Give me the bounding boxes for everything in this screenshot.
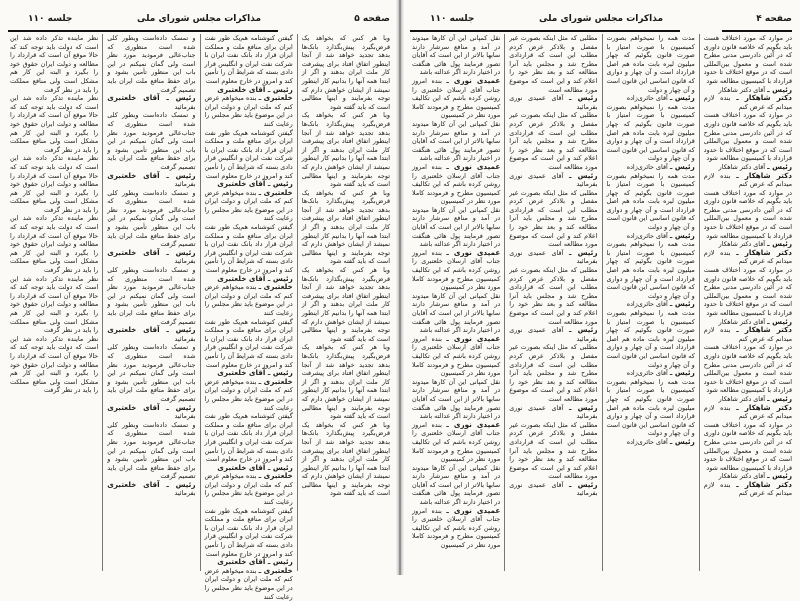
paragraph-text: آقای دکتر شاهکار	[718, 472, 766, 481]
paragraph	[704, 343, 792, 395]
paragraph-text: مطلبی که مثل اینکه بصورت غیر مفصل و بلاذکر عرض کردم مطلب این است که قراردادی مطرح شد و مجلس باید آنرا مطالعه کند و بعد نظر خود را اعلام کند و این است که موضوع مورد مطالعه است	[509, 34, 598, 94]
paragraph	[412, 163, 500, 206]
speaker-name: رئیس ـ آقای خلعتبری	[107, 93, 196, 103]
paragraph-text: مدت همه را نمیخواهم بصورت کمیسیون با صورت امتیاز با صورت قانون بگوئیم که چهار میلیون لیره بابت ماده هم اصل قرارداد است و آن چهار و دواری که قانون اساسی این قانون است و آن چهار و دولت	[606, 240, 695, 300]
paragraph	[107, 481, 195, 498]
paragraph-text: نظر ماینده تذکر داده شد این است که دولت باید توجه کند که حالا موقع آن است که قرارداد را مطالعه و دولت ایران حقوق خود را بگیرد و البته این کار هم مشکل است ولی منافع مملکت را باید در نظر گرفت	[10, 94, 99, 154]
paragraph-text: بنده امروز جناب آقای ارسلان خلعتبری را روشن کرده باشم که این تکالیف کمیسیون مطرح و فرمودند کاملا مورد نظر در کمیسیون	[412, 420, 501, 464]
paragraph-text: در موارد که مورد اختلاف هست باید بگویم که خلاصه قانون داوری که در آئین دادرسی مدنی مطرح شده است و معمول بین‌المللی است که در موقع اختلاف تا حدود قرارداد با کمیسیون مطالعه شود	[703, 111, 792, 163]
paragraph-text: بنده امروز جناب آقای ارسلان خلعتبری را روشن کرده باشم که این تکالیف کمیسیون مطرح و فرمودند کاملا مورد نظر در کمیسیون	[412, 248, 501, 292]
paragraph-text: آقای عمیدی نوری بفرمائید	[509, 94, 598, 111]
paragraph	[607, 369, 695, 378]
speaker-name: رئیس ـ	[669, 436, 695, 446]
paragraph	[412, 34, 500, 77]
speaker-name: رئیس ـ آقای خلعتبری	[107, 170, 196, 180]
speaker-name: رئیس ـ آقای خلعتبری	[107, 247, 196, 257]
paragraph-text: بنده امروز جناب آقای ارسلان خلعتبری را روشن کرده باشم که این تکالیف کمیسیون مطرح و فرمودند کاملا مورد نظر در کمیسیون	[412, 76, 501, 120]
paragraph	[107, 326, 195, 343]
paragraph	[302, 266, 390, 343]
text-columns	[6, 34, 394, 601]
speaker-name: رئیس ـ	[669, 368, 695, 378]
paragraph-text: بنده لازم میدانم که عرض کنم	[703, 480, 792, 498]
paragraph-text: بفرمائید	[174, 412, 196, 421]
paragraph-text: نظر ماینده تذکر داده شد این است که دولت باید توجه کند که حالا موقع آن است که قرارداد را مطالعه و دولت ایران حقوق خود را بگیرد و البته این کار هم مشکل است ولی منافع مملکت را باید در نظر گرفت	[10, 154, 99, 214]
paragraph	[412, 206, 500, 249]
paragraph	[412, 77, 500, 120]
paragraph-text: وبا هر کس که بخواهد یک قرض‌بگیرد پیش‌بگذارد بانک‌ها بدهد تجدید خواهد شد از آنجا اینطور اتفاق افتاد برای پیشرفت کار ملت ایران بدهند و اگر از ابتدا همه آنها را بدانیم کار اینطور نمیشد از ایشان خواهش دارم که توجه بفرمایند و اینها مطالبی است که باید گفته شود	[301, 420, 390, 498]
paragraph-text: نقل کمپانی این آن کارها میدوند در آمد و منافع سرشار دارند سابها بالاتر از این است که آقایان تصور فرمایند پول هائی هنگفت در اختیار دارند اگر عدالته باشد	[412, 205, 501, 249]
paragraph-text: آقای دکتر شاهکار	[718, 394, 766, 403]
publication-title: مذاکرات مجلس شورای ملی	[538, 14, 664, 24]
paragraph	[607, 309, 695, 369]
paragraph-text: آقای عمیدی نوری بفرمائید	[509, 171, 598, 189]
paragraph-text: گیفتن کنوشنامه هم‌یک طور نفت ایران برای منافع ملت و مملکت ایران قرار داد بانک نفت ایران با شرکت نفت ایران و انگلیس قرار دادی بسته که شرایط آن را تأمین کند و امروز در خارج معلوم است	[204, 412, 293, 464]
paragraph	[205, 507, 293, 559]
speaker-name: خلعتبری ـ	[258, 282, 293, 292]
left-page	[0, 0, 398, 601]
paragraph-text: بنده لازم میدانم که عرض کنم	[703, 94, 792, 111]
paragraph-text: گیفتن کنوشنامه هم‌یک طور نفت ایران برای منافع ملت و مملکت ایران قرار داد بانک نفت ایران با شرکت نفت ایران و انگلیس قرار دادی بسته که شرایط آن را تأمین کند و امروز در خارج معلوم است	[204, 317, 293, 369]
speaker-name: رئیس ـ	[669, 299, 695, 309]
speaker-name: خلعتبری ـ	[258, 471, 293, 481]
paragraph	[412, 249, 500, 292]
paragraph-text: در موارد که مورد اختلاف هست باید بگویم که خلاصه قانون داوری که در آئین دادرسی مدنی مطرح شده است و معمول بین‌المللی است که در موقع اختلاف تا حدود قرارداد با کمیسیون مطالعه شود	[703, 188, 792, 240]
speaker-name: رئیس ـ	[767, 393, 792, 403]
paragraph	[607, 34, 695, 94]
paragraph	[10, 154, 98, 214]
paragraph	[412, 464, 500, 507]
paragraph	[704, 404, 792, 421]
speaker-name: رئیس ـ	[568, 170, 598, 180]
publication-title: مذاکرات مجلس شورای ملی	[136, 14, 262, 24]
paragraph	[107, 249, 195, 266]
paragraph	[302, 111, 390, 188]
speaker-name: رئیس ـ	[568, 402, 598, 412]
speaker-name: عمیدی نوری ـ	[446, 75, 501, 85]
paragraph-text: بنده لازم میدانم که عرض کنم	[703, 248, 792, 266]
paragraph	[10, 214, 98, 274]
paragraph	[704, 326, 792, 343]
speaker-name: رئیس ـ آقای خلعتبری	[107, 325, 196, 335]
paragraph	[607, 438, 695, 447]
paragraph-text: گیفتن کنوشنامه هم‌یک طور نفت ایران برای منافع ملت و مملکت ایران قرار داد بانک نفت ایران با شرکت نفت ایران و انگلیس قرار دادی بسته که شرایط آن را تأمین کند و امروز در خارج معلوم است	[204, 506, 293, 558]
paragraph-text: و تمسک داده‌است وبطور کلی شده است منظوری که جناب‌عالی فرمودید مورد نظر است ولی گمان نمیکنم در این باب این منظور تأمین بشود و برای حفظ منافع ملت ایران باید تصمیم گرفت	[107, 266, 196, 326]
text-columns	[408, 34, 796, 571]
paragraph	[412, 120, 500, 163]
paragraph	[205, 283, 293, 317]
speaker-name: دکتر شاهکار ـ	[736, 402, 792, 412]
paragraph-text: آقای عمیدی نوری بفرمائید	[509, 326, 598, 343]
paragraph-text: مدت همه را نمیخواهم بصورت کمیسیون با صورت امتیاز با صورت قانون بگوئیم که چهار میلیون لیره بابت ماده هم اصل قرارداد است و آن چهار و دواری که قانون اساسی این قانون است و آن چهار و دولت	[606, 377, 695, 438]
paragraph	[412, 335, 500, 378]
paragraph	[509, 111, 597, 171]
speaker-name: عمیدی نوری ـ	[446, 505, 501, 515]
text-column	[408, 34, 504, 571]
paragraph-text: بنده میخواهم عرض کنم که ملت ایران و دولت ایران در این موضوع باید نظر مجلس را رعایت کنند	[204, 283, 293, 317]
speaker-name: دکتر شاهکار ـ	[736, 170, 792, 180]
paragraph	[509, 189, 597, 249]
speaker-name: رئیس ـ	[669, 161, 695, 171]
text-column	[297, 34, 394, 571]
paragraph	[412, 292, 500, 335]
paragraph	[107, 421, 195, 481]
paragraph-text: در موارد که مورد اختلاف هست باید بگویم که خلاصه قانون داوری که در آئین دادرسی مدنی مطرح شده است و معمول بین‌المللی است که در موقع اختلاف تا حدود قرارداد با کمیسیون مطالعه شود	[703, 34, 792, 85]
paragraph	[607, 300, 695, 309]
text-column	[102, 34, 199, 571]
paragraph	[205, 129, 293, 181]
paragraph	[107, 111, 195, 171]
paragraph	[302, 34, 390, 111]
text-column	[602, 34, 699, 571]
paragraph-text: آقای حائری‌زاده	[626, 94, 668, 103]
speaker-name: رئیس ـ	[767, 84, 792, 94]
paragraph-text: مدت همه را نمیخواهم بصورت کمیسیون با صورت امتیاز با صورت قانون بگوئیم که چهار میلیون لیره بابت ماده هم اصل قرارداد است و آن چهار و دواری که قانون اساسی این قانون است و آن چهار و دولت	[606, 34, 695, 94]
text-column	[200, 34, 297, 601]
paragraph	[205, 94, 293, 128]
paragraph-text: مدت همه را نمیخواهم بصورت کمیسیون با صورت امتیاز با صورت قانون بگوئیم که چهار میلیون لیره بابت ماده هم اصل قرارداد است و آن چهار و دواری که قانون اساسی این قانون است و آن چهار و دولت	[606, 102, 695, 163]
paragraph	[107, 94, 195, 111]
paragraph	[607, 163, 695, 172]
paragraph	[205, 318, 293, 370]
paragraph-text: وبا هر کس که بخواهد یک قرض‌بگیرد پیش‌بگذارد بانک‌ها بدهد تجدید خواهد شد از آنجا اینطور اتفاق افتاد برای پیشرفت کار ملت ایران بدهند و اگر از ابتدا همه آنها را بدانیم کار اینطور نمیشد از ایشان خواهش دارم که توجه بفرمایند و اینها مطالبی است که باید گفته شود	[301, 266, 390, 343]
paragraph	[704, 94, 792, 111]
paragraph-text: آقای عمیدی نوری بفرمائید	[509, 403, 598, 421]
paragraph-text: نقل کمپانی این آن کارها میدوند در آمد و منافع سرشار دارند سابها بالاتر از این است که آقایان تصور فرمایند پول هائی هنگفت در اختیار دارند اگر عدالته باشد	[412, 377, 501, 421]
paragraph-text: نقل کمپانی این آن کارها میدوند در آمد و منافع سرشار دارند سابها بالاتر از این است که آقایان تصور فرمایند پول هائی هنگفت در اختیار دارند اگر عدالته باشد	[412, 119, 501, 163]
paragraph	[607, 232, 695, 241]
page-number: صفحه ۵	[354, 14, 390, 24]
paragraph-text: نقل کمپانی این آن کارها میدوند در آمد و منافع سرشار دارند سابها بالاتر از این است که آقایان تصور فرمایند پول هائی هنگفت در اختیار دارند اگر عدالته باشد	[412, 291, 501, 335]
paragraph	[107, 343, 195, 403]
speaker-name: خلعتبری ـ	[258, 93, 293, 103]
speaker-name: رئیس ـ	[669, 230, 695, 240]
paragraph	[704, 421, 792, 473]
paragraph-text: گیفتن کنوشنامه هم‌یک طور نفت ایران برای منافع ملت و مملکت ایران قرار داد بانک نفت ایران با شرکت نفت ایران و انگلیس قرار دادی بسته که شرایط آن را تأمین کند و امروز در خارج معلوم است	[204, 223, 293, 275]
paragraph-text: نظر ماینده تذکر داده شد این است که دولت باید توجه کند که حالا موقع آن است که قرارداد را مطالعه و دولت ایران حقوق خود را بگیرد و البته این کار هم مشکل است ولی منافع مملکت را باید در نظر گرفت	[10, 274, 99, 335]
speaker-name: خلعتبری ـ	[258, 565, 293, 575]
session-number: جلسه ۱۱۰	[28, 14, 73, 24]
speaker-name: رئیس ـ	[568, 247, 598, 257]
speaker-name: رئیس ـ آقای خلعتبری	[217, 84, 293, 94]
paragraph-text: بنده میخواهم عرض کنم که ملت ایران و دولت ایران در این موضوع باید نظر مجلس را رعایت کنند	[204, 94, 293, 128]
paragraph	[509, 249, 597, 266]
paragraph	[107, 266, 195, 326]
speaker-name: خلعتبری ـ	[258, 376, 293, 386]
speaker-name: دکتر شاهکار ـ	[736, 479, 792, 489]
paragraph-text: بنده امروز جناب آقای ارسلان خلعتبری را روشن کرده باشم که این تکالیف کمیسیون مطرح و فرمودند کاملا مورد نظر در کمیسیون	[412, 334, 501, 378]
paragraph-text: نقل کمپانی این آن کارها میدوند در آمد و منافع سرشار دارند سابها بالاتر از این است که آقایان تصور فرمایند پول هائی هنگفت در اختیار دارند اگر عدالته باشد	[412, 34, 501, 77]
speaker-name: رئیس ـ	[568, 479, 598, 489]
paragraph-text: در موارد که مورد اختلاف هست باید بگویم که خلاصه قانون داوری که در آئین دادرسی مدنی مطرح شده است و معمول بین‌المللی است که در موقع اختلاف تا حدود قرارداد با کمیسیون مطالعه شود	[703, 420, 792, 472]
paragraph-text: آقای عمیدی نوری بفرمائید	[509, 248, 598, 266]
paragraph-text: بنده امروز جناب آقای ارسلان خلعتبری را روشن کرده باشم که این تکالیف کمیسیون مطرح و فرمودند کاملا مورد نظر در کمیسیون	[412, 506, 501, 550]
speaker-name: رئیس ـ	[767, 161, 792, 171]
speaker-name: عمیدی نوری ـ	[446, 419, 501, 429]
paragraph	[509, 94, 597, 111]
paragraph	[10, 94, 98, 154]
page-header	[410, 14, 792, 30]
paragraph-text: مطلبی که مثل اینکه بصورت غیر مفصل و بلاذکر عرض کردم مطلب این است که قراردادی مطرح شد و مجلس باید آنرا مطالعه کند و بعد نظر خود را اعلام کند و این است که موضوع مورد مطالعه است	[509, 343, 598, 403]
paragraph	[509, 266, 597, 326]
paragraph-text: مطلبی که مثل اینکه بصورت غیر مفصل و بلاذکر عرض کردم مطلب این است که قراردادی مطرح شد و مجلس باید آنرا مطالعه کند و بعد نظر خود را اعلام کند و این است که موضوع مورد مطالعه است	[509, 266, 598, 326]
paragraph-text: بنده لازم میدانم که عرض کنم	[703, 403, 792, 421]
paragraph-text: نقل کمپانی این آن کارها میدوند در آمد و منافع سرشار دارند سابها بالاتر از این است که آقایان تصور فرمایند پول هائی هنگفت در اختیار دارند اگر عدالته باشد	[412, 463, 501, 507]
text-column	[6, 34, 102, 571]
paragraph	[704, 481, 792, 498]
paragraph	[302, 343, 390, 420]
paragraph	[10, 34, 98, 94]
paragraph-text: آقای عمیدی نوری بفرمائید	[509, 480, 598, 498]
paragraph	[107, 404, 195, 421]
paragraph	[509, 404, 597, 421]
text-column	[504, 34, 601, 571]
paragraph-text: بنده میخواهم عرض کنم که ملت ایران و دولت ایران در این موضوع باید نظر مجلس را رعایت کنند	[204, 472, 293, 507]
paragraph-text: آقای حائری‌زاده	[626, 369, 668, 378]
paragraph-text: آقای حائری‌زاده	[626, 437, 668, 446]
speaker-name: عمیدی نوری ـ	[446, 333, 501, 343]
paragraph	[704, 172, 792, 189]
speaker-name: عمیدی نوری ـ	[446, 247, 501, 257]
paragraph-text: آقای حائری‌زاده	[626, 162, 668, 171]
paragraph-text: گیفتن کنوشنامه هم‌یک طور نفت ایران برای منافع ملت و مملکت ایران قرار داد بانک نفت ایران با شرکت نفت ایران و انگلیس قرار دادی بسته که شرایط آن را تأمین کند و امروز در خارج معلوم است	[204, 34, 293, 85]
paragraph-text: بنده لازم میدانم که عرض کنم	[703, 326, 792, 343]
paragraph-text: مطلبی که مثل اینکه بصورت غیر مفصل و بلاذکر عرض کردم مطلب این است که قراردادی مطرح شد و مجلس باید آنرا مطالعه کند و بعد نظر خود را اعلام کند و این است که موضوع مورد مطالعه است	[509, 188, 598, 249]
speaker-name: رئیس ـ	[669, 93, 695, 103]
speaker-name: رئیس ـ آقای خلعتبری	[217, 273, 293, 283]
speaker-name: دکتر شاهکار ـ	[736, 247, 792, 257]
header-rule-short	[722, 30, 792, 32]
paragraph	[107, 172, 195, 189]
paragraph	[205, 412, 293, 464]
paragraph-text: بنده امروز جناب آقای ارسلان خلعتبری را روشن کرده باشم که این تکالیف کمیسیون مطرح و فرمودند کاملا مورد نظر در کمیسیون	[412, 162, 501, 206]
paragraph	[509, 421, 597, 481]
paragraph	[107, 34, 195, 94]
paragraph	[509, 172, 597, 189]
paragraph	[10, 275, 98, 335]
paragraph-text: بفرمائید	[174, 102, 196, 111]
paragraph	[607, 378, 695, 438]
paragraph-text: مدت همه را نمیخواهم بصورت کمیسیون با صورت امتیاز با صورت قانون بگوئیم که چهار میلیون لیره بابت ماده هم اصل قرارداد است و آن چهار و دواری که قانون اساسی این قانون است و آن چهار و دولت	[606, 309, 695, 369]
text-column	[699, 34, 796, 571]
session-number: جلسه ۱۱۰	[430, 14, 475, 24]
paragraph-text: مدت همه را نمیخواهم بصورت کمیسیون با صورت امتیاز با صورت قانون بگوئیم که چهار میلیون لیره بابت ماده هم اصل قرارداد است و آن چهار و دواری که قانون اساسی این قانون است و آن چهار و دولت	[606, 171, 695, 232]
paragraph	[205, 189, 293, 223]
paragraph	[704, 111, 792, 163]
speaker-name: عمیدی نوری ـ	[446, 161, 501, 171]
paragraph-text: و تمسک داده‌است وبطور کلی شده است منظوری که جناب‌عالی فرمودید مورد نظر است ولی گمان نمیکنم در این باب این منظور تأمین بشود و برای حفظ منافع ملت ایران باید تصمیم گرفت	[107, 420, 196, 481]
speaker-name: دکتر شاهکار ـ	[736, 93, 792, 103]
paragraph	[205, 34, 293, 86]
page-header	[8, 14, 390, 30]
paragraph-text: مطلبی که مثل اینکه بصورت غیر مفصل و بلاذکر عرض کردم مطلب این است که قراردادی مطرح شد و مجلس باید آنرا مطالعه کند و بعد نظر خود را اعلام کند و این است که موضوع مورد مطالعه است	[509, 111, 598, 171]
paragraph-text: آقای حائری‌زاده	[626, 231, 668, 240]
paragraph-text: مطلبی که مثل اینکه بصورت غیر مفصل و بلاذکر عرض کردم مطلب این است که قراردادی مطرح شد و مجلس باید آنرا مطالعه کند و بعد نظر خود را اعلام کند و این است که موضوع مورد مطالعه است	[509, 420, 598, 481]
speaker-name: رئیس ـ آقای خلعتبری	[217, 557, 293, 567]
paragraph	[205, 567, 293, 601]
paragraph-text: وبا هر کس که بخواهد یک قرض‌بگیرد پیش‌بگذارد بانک‌ها بدهد تجدید خواهد شد از آنجا اینطور اتفاق افتاد برای پیشرفت کار ملت ایران بدهند و اگر از ابتدا همه آنها را بدانیم کار اینطور نمیشد از ایشان خواهش دارم که توجه بفرمایند و اینها مطالبی است که باید گفته شود	[301, 34, 390, 111]
header-rule	[410, 30, 680, 32]
paragraph	[607, 240, 695, 300]
speaker-name: خلعتبری ـ	[258, 187, 293, 197]
speaker-name: رئیس ـ آقای خلعتبری	[217, 179, 293, 189]
paragraph	[607, 94, 695, 103]
paragraph-text: وبا هر کس که بخواهد یک قرض‌بگیرد پیش‌بگذارد بانک‌ها بدهد تجدید خواهد شد از آنجا اینطور اتفاق افتاد برای پیشرفت کار ملت ایران بدهند و اگر از ابتدا همه آنها را بدانیم کار اینطور نمیشد از ایشان خواهش دارم که توجه بفرمایند و اینها مطالبی است که باید گفته شود	[301, 188, 390, 266]
paragraph-text: و تمسک داده‌است وبطور کلی شده است منظوری که جناب‌عالی فرمودید مورد نظر است ولی گمان نمیکنم در این باب این منظور تأمین بشود و برای حفظ منافع ملت ایران باید تصمیم گرفت	[107, 343, 196, 403]
paragraph	[302, 421, 390, 498]
paragraph	[704, 249, 792, 266]
paragraph	[10, 335, 98, 395]
speaker-name: دکتر شاهکار ـ	[736, 325, 792, 335]
paragraph-text: بنده میخواهم عرض کنم که ملت ایران و دولت ایران در این موضوع باید نظر مجلس را رعایت کنند	[204, 377, 293, 412]
paragraph-text: در موارد که مورد اختلاف هست باید بگویم که خلاصه قانون داوری که در آئین دادرسی مدنی مطرح شده است و معمول بین‌المللی است که در موقع اختلاف تا حدود قرارداد با کمیسیون مطالعه شود	[703, 266, 792, 317]
paragraph-text: نظر ماینده تذکر داده شد این است که دولت باید توجه کند که حالا موقع آن است که قرارداد را مطالعه و دولت ایران حقوق خود را بگیرد و البته این کار هم مشکل است ولی منافع مملکت را باید در نظر گرفت	[10, 214, 99, 275]
paragraph-text: بنده میخواهم عرض کنم که ملت ایران و دولت ایران در این موضوع باید نظر مجلس را رعایت کنند	[204, 566, 293, 601]
paragraph	[412, 421, 500, 464]
paragraph	[205, 472, 293, 506]
paragraph-text: آقای دکتر شاهکار	[718, 317, 766, 326]
speaker-name: رئیس ـ	[767, 239, 792, 249]
paragraph-text: بفرمائید	[174, 257, 196, 266]
paragraph-text: گیفتن کنوشنامه هم‌یک طور نفت ایران برای منافع ملت و مملکت ایران قرار داد بانک نفت ایران با شرکت نفت ایران و انگلیس قرار دادی بسته که شرایط آن را تأمین کند و امروز در خارج معلوم است	[204, 128, 293, 180]
paragraph	[509, 34, 597, 94]
paragraph	[205, 223, 293, 275]
paragraph-text: بفرمائید	[174, 180, 196, 189]
paragraph-text: نظر ماینده تذکر داده شد این است که دولت باید توجه کند که حالا موقع آن است که قرارداد را مطالعه و دولت ایران حقوق خود را بگیرد و البته این کار هم مشکل است ولی منافع مملکت را باید در نظر گرفت	[10, 334, 99, 395]
speaker-name: رئیس ـ آقای خلعتبری	[107, 402, 196, 412]
paragraph-text: در موارد که مورد اختلاف هست باید بگویم که خلاصه قانون داوری که در آئین دادرسی مدنی مطرح شده است و معمول بین‌المللی است که در موقع اختلاف تا حدود قرارداد با کمیسیون مطالعه شود	[703, 343, 792, 395]
paragraph-text: وبا هر کس که بخواهد یک قرض‌بگیرد پیش‌بگذارد بانک‌ها بدهد تجدید خواهد شد از آنجا اینطور اتفاق افتاد برای پیشرفت کار ملت ایران بدهند و اگر از ابتدا همه آنها را بدانیم کار اینطور نمیشد از ایشان خواهش دارم که توجه بفرمایند و اینها مطالبی است که باید گفته شود	[301, 343, 390, 421]
right-page	[402, 0, 800, 575]
paragraph-text: آقای دکتر شاهکار	[718, 240, 766, 249]
paragraph	[302, 189, 390, 266]
paragraph-text: و تمسک داده‌است وبطور کلی شده است منظوری که جناب‌عالی فرمودید مورد نظر است ولی گمان نمیکنم در این باب این منظور تأمین بشود و برای حفظ منافع ملت ایران باید تصمیم گرفت	[107, 34, 196, 94]
paragraph-text: و تمسک داده‌است وبطور کلی شده است منظوری که جناب‌عالی فرمودید مورد نظر است ولی گمان نمیکنم در این باب این منظور تأمین بشود و برای حفظ منافع ملت ایران باید تصمیم گرفت	[107, 111, 196, 171]
speaker-name: رئیس ـ	[568, 325, 598, 335]
paragraph-text: بفرمائید	[174, 334, 196, 343]
paragraph	[509, 326, 597, 343]
speaker-name: رئیس ـ آقای خلعتبری	[217, 368, 293, 378]
page-number: صفحه ۴	[756, 14, 792, 24]
paragraph-text: بنده لازم میدانم که عرض کنم	[703, 171, 792, 189]
paragraph	[704, 34, 792, 86]
speaker-name: رئیس ـ	[568, 93, 598, 103]
speaker-name: رئیس ـ آقای خلعتبری	[107, 479, 196, 489]
speaker-name: رئیس ـ	[767, 471, 792, 481]
paragraph	[412, 378, 500, 421]
paragraph	[412, 507, 500, 550]
paragraph-text: و تمسک داده‌است وبطور کلی شده است منظوری که جناب‌عالی فرمودید مورد نظر است ولی گمان نمیکنم در این باب این منظور تأمین بشود و برای حفظ منافع ملت ایران باید تصمیم گرفت	[107, 188, 196, 249]
paragraph	[607, 103, 695, 163]
paragraph-text: آقای حائری‌زاده	[626, 300, 668, 309]
paragraph	[205, 378, 293, 412]
paragraph	[704, 266, 792, 318]
paragraph-text: آقای دکتر شاهکار	[718, 162, 766, 171]
paragraph-text: بفرمائید	[174, 489, 196, 498]
paragraph-text: بنده میخواهم عرض کنم که ملت ایران و دولت ایران در این موضوع باید نظر مجلس را رعایت کنند	[204, 188, 293, 223]
paragraph-text: وبا هر کس که بخواهد یک قرض‌بگیرد پیش‌بگذارد بانک‌ها بدهد تجدید خواهد شد از آنجا اینطور اتفاق افتاد برای پیشرفت کار ملت ایران بدهند و اگر از ابتدا همه آنها را بدانیم کار اینطور نمیشد از ایشان خواهش دارم که توجه بفرمایند و اینها مطالبی است که باید گفته شود	[301, 111, 390, 189]
paragraph	[107, 189, 195, 249]
paragraph	[607, 172, 695, 232]
speaker-name: رئیس ـ	[767, 316, 792, 326]
speaker-name: رئیس ـ آقای خلعتبری	[217, 462, 293, 472]
paragraph-text: نظر ماینده تذکر داده شد این است که دولت باید توجه کند که حالا موقع آن است که قرارداد را مطالعه و دولت ایران حقوق خود را بگیرد و البته این کار هم مشکل است ولی منافع مملکت را باید در نظر گرفت	[10, 34, 99, 94]
paragraph	[509, 343, 597, 403]
paragraph	[704, 189, 792, 241]
header-rule-short	[40, 30, 110, 32]
paragraph-text: آقای دکتر شاهکار	[718, 85, 766, 94]
paragraph	[509, 481, 597, 498]
